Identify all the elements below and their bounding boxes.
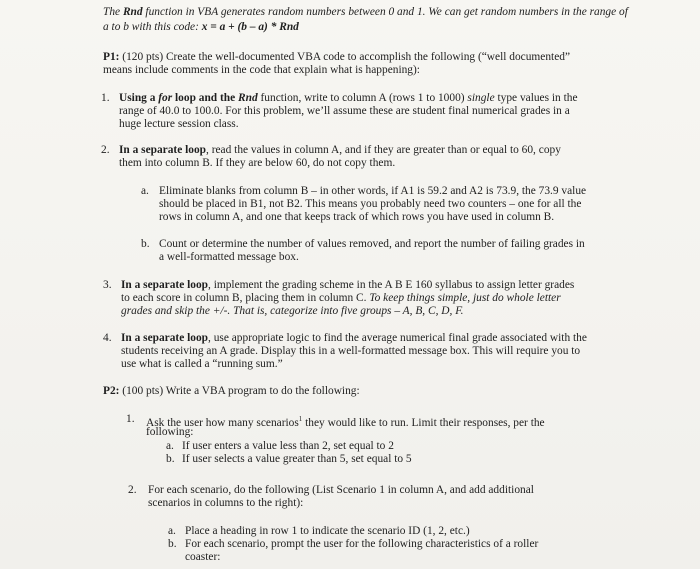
intro-text: a to b with this code: <box>103 21 202 33</box>
p1-item-2b-line-2: a well-formatted message box. <box>159 251 299 263</box>
rnd-keyword: Rnd <box>122 6 143 18</box>
intro-text: function in VBA generates random numbers between 0 and 1. We can get random numbers in the range of <box>142 6 628 18</box>
text: loop and the <box>172 92 239 104</box>
list-number: 1. <box>126 413 135 425</box>
p2-item-2-line-1: For each scenario, do the following (List Scenario 1 in column A, and add additional <box>148 484 534 496</box>
list-number: 2. <box>128 484 137 496</box>
p1-heading-text: (120 pts) Create the well-documented VBA code to accomplish the following (“well documented” <box>119 51 570 63</box>
list-letter: b. <box>166 453 175 465</box>
p1-heading <box>103 51 570 64</box>
p1-item-1-line-2: range of 40.0 to 100.0. For this problem, we’ll assume these are student final numerical grades in a <box>119 105 570 117</box>
p1-item-1-line-3: huge lecture session class. <box>119 118 239 130</box>
text: To keep things simple, just do whole letter <box>369 292 561 304</box>
p2-item-1-line-1 <box>146 413 545 430</box>
text: In a separate loop <box>121 332 209 344</box>
p1-heading-text: means include comments in the code that explain what is happening): <box>103 64 420 76</box>
text: function, write to column A (rows 1 to 1000) <box>257 92 468 104</box>
p2-item-2b-line-2: coaster: <box>185 551 221 563</box>
text: type values in the <box>494 92 578 104</box>
rnd-keyword: Rnd <box>238 92 258 104</box>
p1-item-1-line-1 <box>119 92 578 105</box>
p1-item-2-line-1 <box>119 144 561 157</box>
p2-item-2b-line-1: For each scenario, prompt the user for the following characteristics of a roller <box>185 538 539 550</box>
p1-item-3-line-3: grades and skip the +/-. That is, categorize into five groups – A, B, C, D, F. <box>121 305 464 317</box>
p1-item-2a-line-2: should be placed in B1, not B2. This means you probably need two counters – one for all the <box>159 198 582 210</box>
p1-item-2-line-2: them into column B. If they are below 60, do not copy them. <box>119 157 396 169</box>
text: to each score in column B, placing them in column C. <box>121 292 370 304</box>
text: , implement the grading scheme in the A B E 160 syllabus to assign letter grades <box>208 279 575 291</box>
p1-item-3-line-2 <box>121 292 561 305</box>
p2-item-1a: If user enters a value less than 2, set equal to 2 <box>182 440 394 452</box>
text: , read the values in column A, and if they are greater than or equal to 60, copy <box>206 144 561 156</box>
text: , use appropriate logic to find the average numerical final grade associated with the <box>208 332 587 344</box>
list-letter: b. <box>141 238 150 250</box>
footnote-marker: 1 <box>298 415 303 423</box>
p2-heading-text: (100 pts) Write a VBA program to do the following: <box>119 385 360 397</box>
p1-item-3-line-1 <box>121 279 574 292</box>
p1-item-4-line-2: students receiving an A grade. Display this in a well-formatted message box. This will require you to <box>121 345 581 357</box>
p1-item-2a-line-3: rows in column A, and one that keeps track of which rows you have used in column B. <box>159 211 555 223</box>
list-letter: b. <box>168 538 177 550</box>
intro-text: The <box>103 6 123 18</box>
list-letter: a. <box>141 185 149 197</box>
p2-item-1-line-2: following: <box>146 426 194 438</box>
list-number: 1. <box>101 92 110 104</box>
intro-code: x = a + (b – a) * Rnd <box>201 21 299 33</box>
p1-item-2a-line-1: Eliminate blanks from column B – in other words, if A1 is 59.2 and A2 is 73.9, the 73.9 value <box>159 185 587 197</box>
p2-label: P2: <box>103 385 120 397</box>
list-number: 3. <box>103 279 112 291</box>
intro-line-1 <box>103 6 628 19</box>
list-number: 2. <box>101 144 110 156</box>
list-letter: a. <box>166 440 174 452</box>
list-letter: a. <box>168 525 176 537</box>
text: they would like to run. Limit their responses, per the <box>302 416 545 429</box>
p1-item-4-line-3: use what is called a “running sum.” <box>121 358 283 370</box>
list-number: 4. <box>103 332 112 344</box>
p2-item-2a: Place a heading in row 1 to indicate the scenario ID (1, 2, etc.) <box>185 525 470 537</box>
p2-item-2-line-2: scenarios in columns to the right): <box>148 497 304 509</box>
single-keyword: single <box>467 92 495 104</box>
p1-heading-line-2 <box>103 64 420 77</box>
intro-line-2 <box>103 21 299 34</box>
text: Using a <box>119 92 159 104</box>
p1-item-4-line-1 <box>121 332 587 345</box>
text: Ask the user how many scenarios <box>146 416 299 429</box>
p2-heading <box>103 385 360 398</box>
p2-item-1b: If user selects a value greater than 5, set equal to 5 <box>182 453 412 465</box>
p1-label: P1: <box>103 51 120 63</box>
text: In a separate loop <box>121 279 209 291</box>
p1-item-2b-line-1: Count or determine the number of values removed, and report the number of failing grades in <box>159 238 585 250</box>
for-keyword: for <box>158 92 173 104</box>
text: In a separate loop <box>119 144 207 156</box>
